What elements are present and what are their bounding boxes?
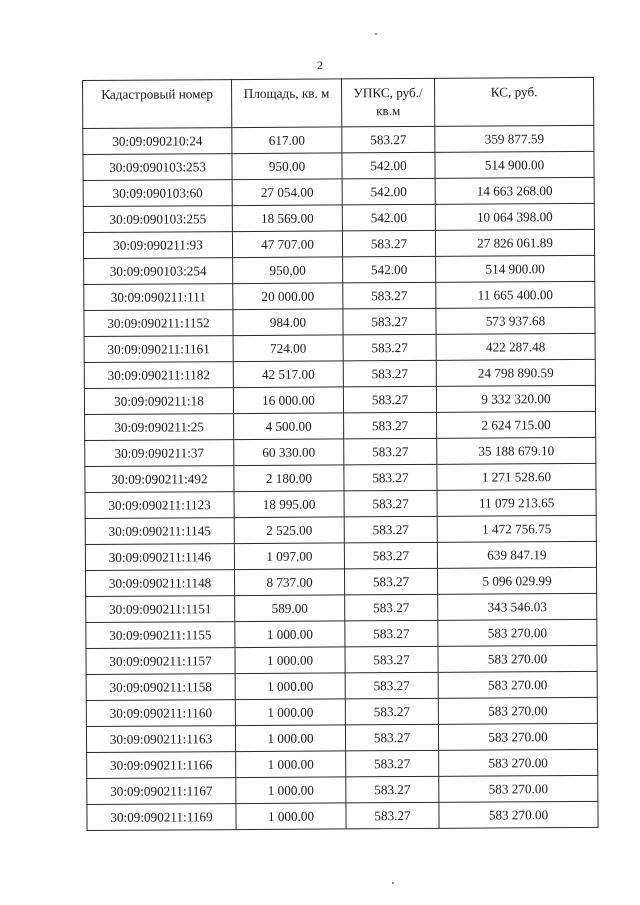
cell-upks: 583.27 (345, 724, 438, 751)
cell-cadastral-value: 583 270.00 (439, 749, 598, 776)
cell-cadastral-value: 514 900.00 (435, 151, 594, 178)
cell-cadastral-value: 583 270.00 (438, 619, 597, 646)
cell-cadastral-value: 639 847.19 (437, 541, 596, 568)
cell-cadastral-value: 359 877.59 (435, 125, 594, 152)
cell-cadastral-value: 5 096 029.99 (437, 567, 596, 594)
cell-area: 20 000.00 (233, 283, 343, 310)
table-row (85, 515, 596, 544)
header-upks (341, 78, 434, 127)
cell-area: 2 180.00 (234, 465, 344, 492)
cell-upks: 583.27 (344, 412, 437, 439)
cell-upks: 583.27 (344, 516, 437, 543)
cell-upks: 583.27 (346, 750, 439, 777)
cell-cadastral-number: 30:09:090211:37 (85, 440, 234, 467)
cell-area: 1 000.00 (235, 621, 345, 648)
cell-cadastral-number: 30:09:090211:1160 (86, 700, 235, 727)
cell-upks: 583.27 (343, 360, 436, 387)
table-row (86, 593, 597, 622)
cell-cadastral-number: 30:09:090211:18 (84, 388, 233, 415)
cell-area: 18 995.00 (234, 491, 344, 518)
cell-upks: 542.00 (342, 178, 435, 205)
cell-cadastral-number: 30:09:090211:1182 (84, 362, 233, 389)
cell-cadastral-number: 30:09:090211:1166 (87, 752, 236, 779)
cell-upks: 583.27 (345, 646, 438, 673)
cell-area: 2 525.00 (234, 517, 344, 544)
cell-upks: 583.27 (343, 386, 436, 413)
cell-upks: 583.27 (345, 594, 438, 621)
cell-cadastral-number: 30:09:090211:1146 (85, 544, 234, 571)
cell-area: 1 097.00 (234, 543, 344, 570)
cell-cadastral-number: 30:09:090211:1167 (87, 778, 236, 805)
table-row (84, 281, 595, 310)
cell-upks: 583.27 (344, 568, 437, 595)
cell-cadastral-number: 30:09:090211:1169 (87, 804, 236, 831)
cell-cadastral-value: 9 332 320.00 (436, 385, 595, 412)
scan-speck (392, 882, 394, 884)
cell-cadastral-value: 583 270.00 (438, 697, 597, 724)
cell-upks: 542.00 (343, 256, 436, 283)
cell-cadastral-number: 30:09:090103:254 (84, 258, 233, 285)
cell-cadastral-value: 11 665 400.00 (436, 281, 595, 308)
cell-cadastral-number: 30:09:090211:1152 (84, 310, 233, 337)
cell-cadastral-value: 583 270.00 (438, 645, 597, 672)
cell-area: 1 000.00 (235, 725, 345, 752)
cadastral-value-table (82, 77, 599, 831)
cell-cadastral-number: 30:09:090211:1148 (85, 570, 234, 597)
cell-area: 1 000.00 (235, 647, 345, 674)
cell-cadastral-number: 30:09:090103:60 (83, 180, 232, 207)
cell-area: 60 330.00 (234, 439, 344, 466)
cell-area: 724.00 (233, 335, 343, 362)
cell-cadastral-value: 422 287.48 (436, 333, 595, 360)
cell-cadastral-number: 30:09:090211:1123 (85, 492, 234, 519)
cell-upks: 583.27 (344, 464, 437, 491)
cell-cadastral-value: 35 188 679.10 (437, 437, 596, 464)
table-row (84, 333, 595, 362)
table-body (83, 125, 598, 830)
cell-area: 4 500.00 (234, 413, 344, 440)
header-cadastral-value: КС, руб. (434, 77, 593, 126)
cell-upks: 583.27 (345, 672, 438, 699)
cell-upks: 583.27 (342, 230, 435, 257)
cell-area: 18 569.00 (232, 205, 342, 232)
cell-cadastral-value: 27 826 061.89 (435, 229, 594, 256)
table-row (83, 229, 594, 258)
table-row (86, 645, 597, 674)
header-cadastral-number: Кадастровый номер (83, 80, 232, 129)
cell-cadastral-value: 583 270.00 (438, 671, 597, 698)
table-row (87, 801, 598, 830)
cell-area: 1 000.00 (236, 803, 346, 830)
cell-cadastral-number: 30:09:090210:24 (83, 128, 232, 155)
cell-upks: 583.27 (344, 490, 437, 517)
cell-upks: 583.27 (342, 126, 435, 153)
cell-area: 42 517.00 (233, 361, 343, 388)
cell-cadastral-number: 30:09:090211:1145 (85, 518, 234, 545)
cell-area: 1 000.00 (236, 777, 346, 804)
table-row (85, 437, 596, 466)
table-row (83, 203, 594, 232)
cell-area: 47 707.00 (232, 231, 342, 258)
table-row (85, 411, 596, 440)
cell-area: 950,00 (233, 257, 343, 284)
cell-cadastral-value: 573 937.68 (436, 307, 595, 334)
cell-cadastral-number: 30:09:090103:253 (83, 154, 232, 181)
cell-area: 27 054.00 (232, 179, 342, 206)
table-row (83, 177, 594, 206)
cell-area: 984.00 (233, 309, 343, 336)
table-row (87, 775, 598, 804)
cell-cadastral-number: 30:09:090211:1151 (86, 596, 235, 623)
cell-cadastral-value: 2 624 715.00 (437, 411, 596, 438)
cell-upks: 583.27 (345, 620, 438, 647)
table-row (85, 567, 596, 596)
cell-cadastral-number: 30:09:090211:1161 (84, 336, 233, 363)
cell-area: 1 000.00 (235, 699, 345, 726)
table-row (84, 255, 595, 284)
table-row (85, 463, 596, 492)
cell-cadastral-number: 30:09:090211:25 (85, 414, 234, 441)
cell-area: 1 000.00 (235, 673, 345, 700)
cell-cadastral-number: 30:09:090211:111 (84, 284, 233, 311)
cell-area: 589.00 (235, 595, 345, 622)
table-row (86, 723, 597, 752)
cell-cadastral-value: 10 064 398.00 (435, 203, 594, 230)
cell-cadastral-value: 514 900.00 (436, 255, 595, 282)
table-row (84, 307, 595, 336)
header-upks-text: УПКС, руб./кв.м (353, 84, 423, 119)
cell-cadastral-value: 583 270.00 (439, 801, 598, 828)
table-row (86, 671, 597, 700)
cell-area: 950.00 (232, 153, 342, 180)
table-row (83, 125, 594, 154)
cell-upks: 583.27 (345, 698, 438, 725)
table-row (84, 359, 595, 388)
cell-cadastral-value: 583 270.00 (439, 775, 598, 802)
cell-cadastral-number: 30:09:090211:1155 (86, 622, 235, 649)
table-header (83, 77, 594, 128)
cell-area: 1 000.00 (236, 751, 346, 778)
cell-cadastral-number: 30:09:090211:1158 (86, 674, 235, 701)
cell-cadastral-number: 30:09:090103:255 (83, 206, 232, 233)
cell-upks: 542.00 (342, 204, 435, 231)
cell-upks: 583.27 (343, 308, 436, 335)
table-row (86, 697, 597, 726)
cell-upks: 583.27 (344, 438, 437, 465)
cell-cadastral-value: 343 546.03 (438, 593, 597, 620)
table-row (83, 151, 594, 180)
cell-area: 16 000.00 (233, 387, 343, 414)
cell-area: 8 737.00 (234, 569, 344, 596)
header-row (83, 77, 594, 128)
cell-cadastral-number: 30:09:090211:93 (83, 232, 232, 259)
cell-cadastral-value: 24 798 890.59 (436, 359, 595, 386)
cell-upks: 583.27 (346, 802, 439, 829)
cell-upks: 542.00 (342, 152, 435, 179)
table-row (84, 385, 595, 414)
cell-upks: 583.27 (344, 542, 437, 569)
cell-cadastral-number: 30:09:090211:492 (85, 466, 234, 493)
cell-cadastral-number: 30:09:090211:1163 (86, 726, 235, 753)
table-row (86, 619, 597, 648)
table-row (87, 749, 598, 778)
cell-cadastral-value: 1 271 528.60 (437, 463, 596, 490)
cell-cadastral-number: 30:09:090211:1157 (86, 648, 235, 675)
cell-cadastral-value: 1 472 756.75 (437, 515, 596, 542)
table-row (85, 541, 596, 570)
cell-cadastral-value: 583 270.00 (438, 723, 597, 750)
cell-upks: 583.27 (343, 334, 436, 361)
scan-speck (375, 33, 377, 35)
page-number: 2 (317, 58, 323, 72)
header-area: Площадь, кв. м (232, 79, 342, 128)
cell-area: 617.00 (232, 127, 342, 154)
cell-upks: 583.27 (343, 282, 436, 309)
cell-upks: 583.27 (346, 776, 439, 803)
table-row (85, 489, 596, 518)
cell-cadastral-value: 14 663 268.00 (435, 177, 594, 204)
cell-cadastral-value: 11 079 213.65 (437, 489, 596, 516)
